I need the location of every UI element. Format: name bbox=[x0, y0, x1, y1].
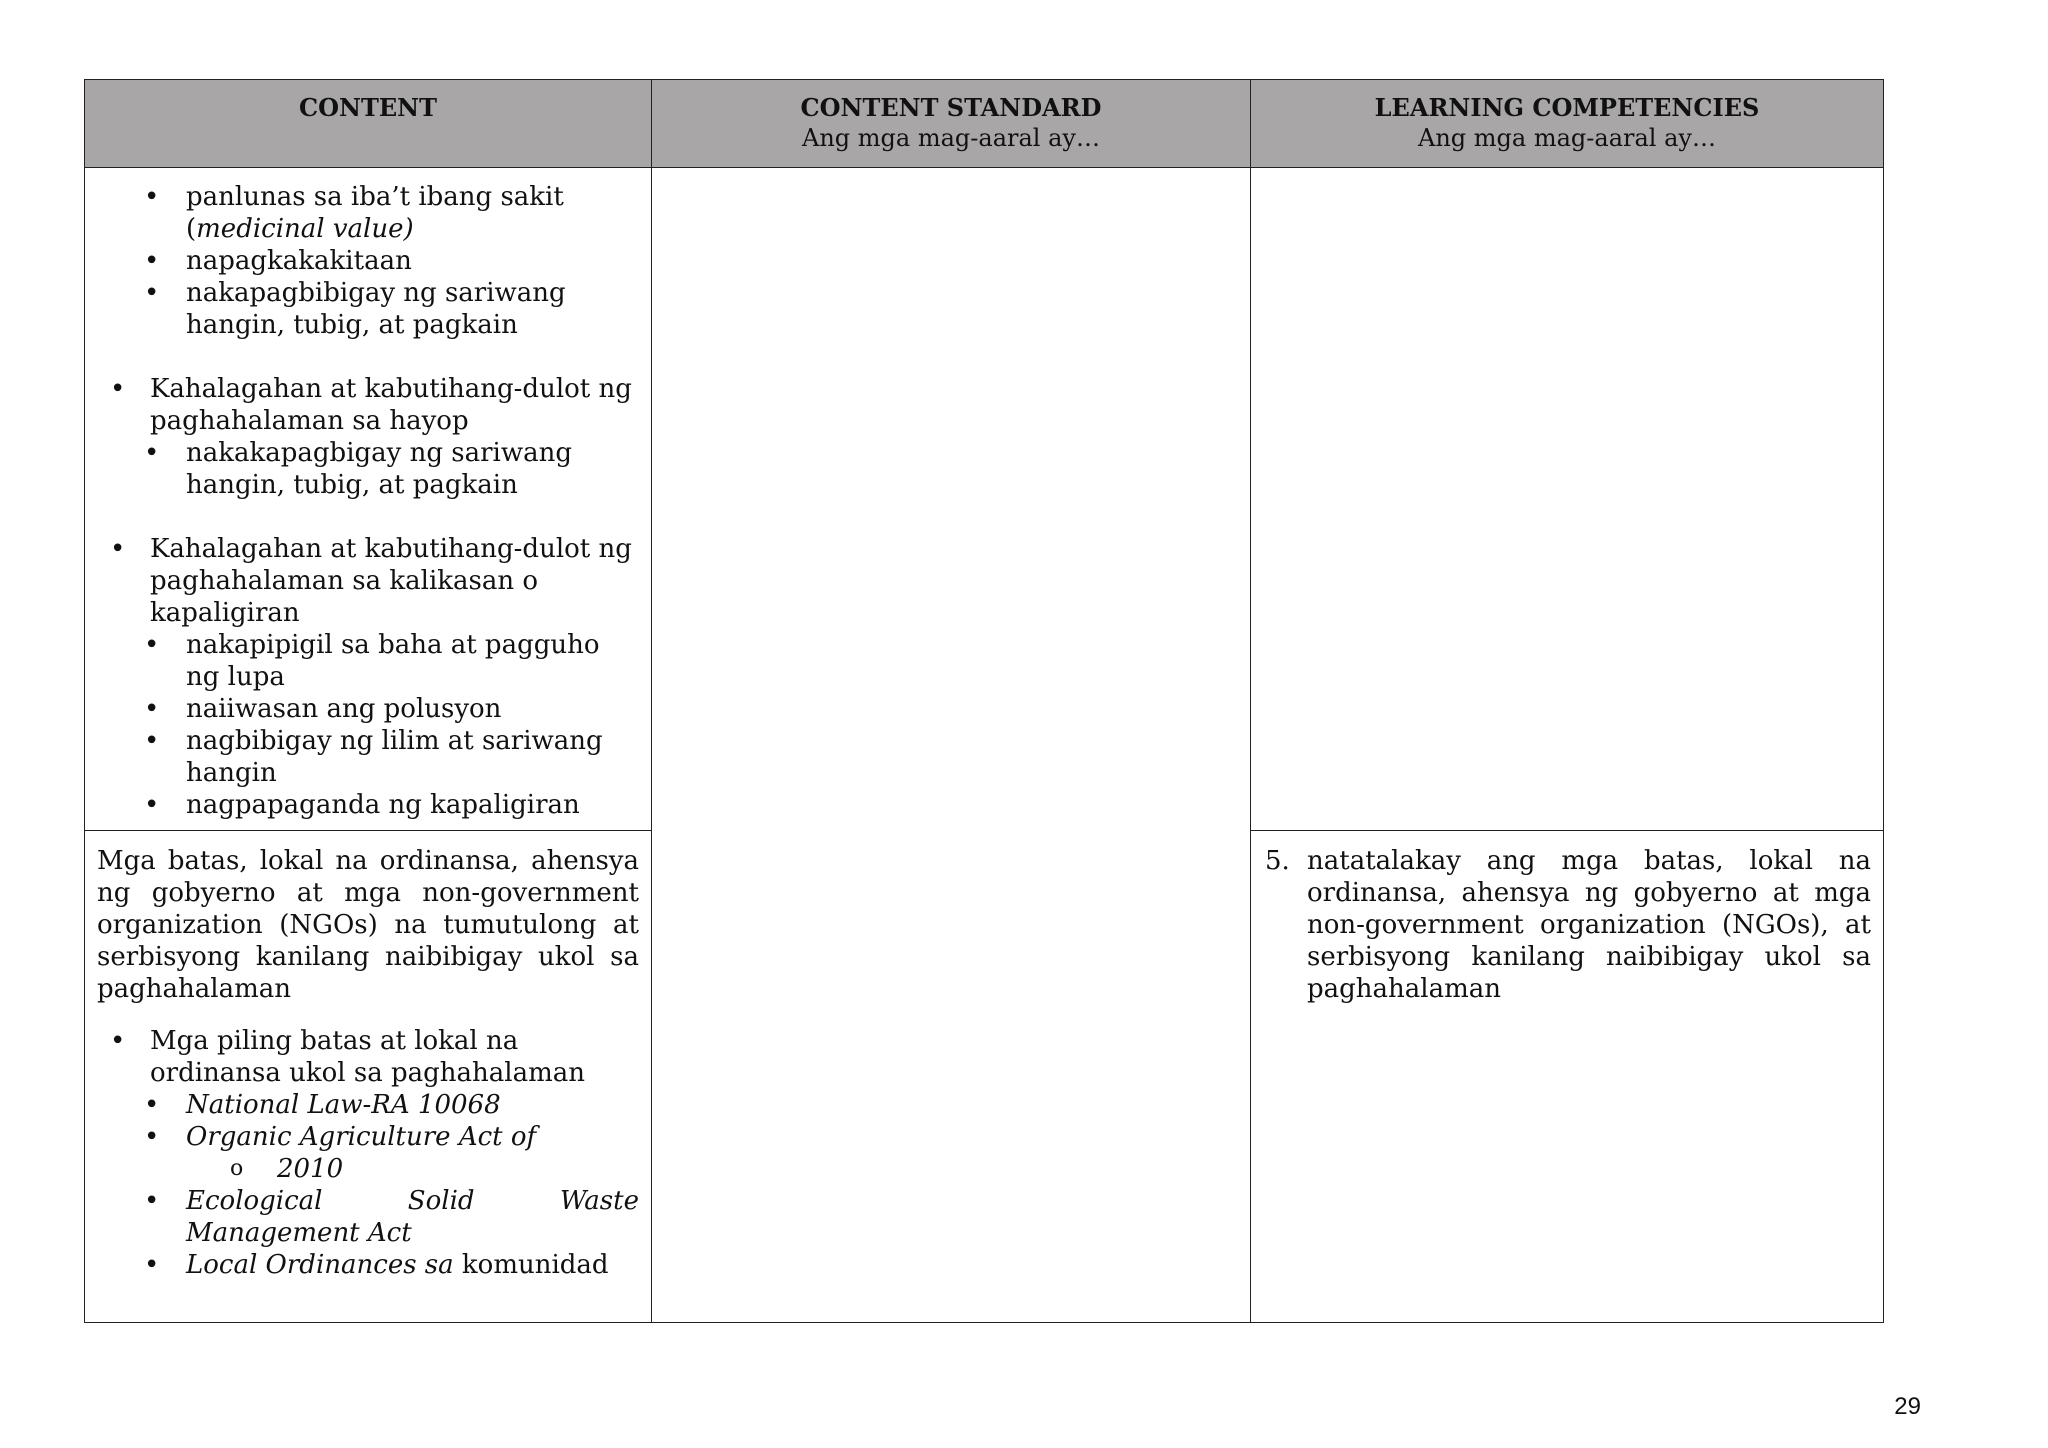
list-item: • nakakapagbigay ng sariwang hangin, tubig, at pagkain bbox=[144, 438, 572, 500]
header-content-standard bbox=[652, 80, 1251, 168]
bullet: • bbox=[144, 1090, 160, 1120]
list-item: • nagpapaganda ng kapaligiran bbox=[144, 790, 580, 820]
sub-bullet: o bbox=[230, 1156, 244, 1181]
header-learning-competencies-sub: Ang mga mag-aaral ay… bbox=[1418, 124, 1716, 152]
content-cell-row2 bbox=[85, 831, 652, 1323]
page-number: 29 bbox=[1894, 1393, 1921, 1420]
bullet: • bbox=[110, 374, 126, 404]
list-item: • napagkakakitaan bbox=[144, 246, 412, 276]
bullet: • bbox=[144, 1122, 160, 1152]
content-standard-cell bbox=[652, 168, 1251, 1323]
bullet: • bbox=[110, 534, 126, 564]
content-intro: Mga batas, lokal na ordinansa, ahensya ng gobyerno at mga non-government organization (NGOs) na tumutulong at serbisyong kanilang naibibigay ukol sa paghahalaman bbox=[97, 846, 639, 1004]
bullet: • bbox=[144, 246, 160, 276]
bullet: • bbox=[144, 694, 160, 724]
list-item: • panlunas sa iba’t ibang sakit (medicinal value) bbox=[144, 182, 564, 244]
competency-text: natatalakay ang mga batas, lokal na ordinansa, ahensya ng gobyerno at mga non-government organization (NGOs), at serbisyong kanilang naibibigay ukol sa paghahalaman bbox=[1307, 846, 1871, 1004]
list-heading: • Mga piling batas at lokal na ordinansa ukol sa paghahalaman bbox=[110, 1026, 585, 1088]
bullet: • bbox=[144, 630, 160, 660]
header-learning-competencies bbox=[1251, 80, 1884, 168]
curriculum-table bbox=[84, 79, 1884, 1323]
header-content bbox=[85, 80, 652, 168]
competency-number: 5. bbox=[1265, 846, 1290, 876]
bullet: • bbox=[144, 790, 160, 820]
sub-list-item: o 2010 bbox=[230, 1154, 344, 1184]
bullet: • bbox=[144, 278, 160, 308]
header-content-title: CONTENT bbox=[299, 93, 437, 122]
list-heading: • Kahalagahan at kabutihang-dulot ng paghahalaman sa hayop bbox=[110, 374, 632, 436]
competency-cell-row1 bbox=[1251, 168, 1884, 831]
header-learning-competencies-title: LEARNING COMPETENCIES bbox=[1374, 93, 1760, 122]
header-content-standard-sub: Ang mga mag-aaral ay… bbox=[802, 124, 1100, 152]
list-item: • Organic Agriculture Act of bbox=[144, 1122, 537, 1152]
competency-cell-row2 bbox=[1251, 831, 1884, 1323]
list-item: • nagbibigay ng lilim at sariwang hangin bbox=[144, 726, 603, 788]
list-item: • naiiwasan ang polusyon bbox=[144, 694, 502, 724]
list-item: • National Law-RA 10068 bbox=[144, 1090, 501, 1120]
list-item: • Ecological Solid Waste Management Act bbox=[144, 1186, 639, 1248]
bullet: • bbox=[110, 1026, 126, 1056]
bullet: • bbox=[144, 1186, 160, 1216]
list-item: • nakapipigil sa baha at pagguho ng lupa bbox=[144, 630, 600, 692]
bullet: • bbox=[144, 1250, 160, 1280]
list-item: • Local Ordinances sa komunidad bbox=[144, 1250, 609, 1280]
bullet: • bbox=[144, 726, 160, 756]
content-cell-row1 bbox=[85, 168, 652, 831]
list-item: • nakapagbibigay ng sariwang hangin, tubig, at pagkain bbox=[144, 278, 566, 340]
header-content-standard-title: CONTENT STANDARD bbox=[800, 93, 1102, 122]
bullet: • bbox=[144, 438, 160, 468]
table-row bbox=[85, 168, 1884, 831]
header-row bbox=[85, 80, 1884, 168]
bullet: • bbox=[144, 182, 160, 212]
competency-item bbox=[1251, 831, 1883, 1005]
list-heading: • Kahalagahan at kabutihang-dulot ng paghahalaman sa kalikasan o kapaligiran bbox=[110, 534, 632, 628]
